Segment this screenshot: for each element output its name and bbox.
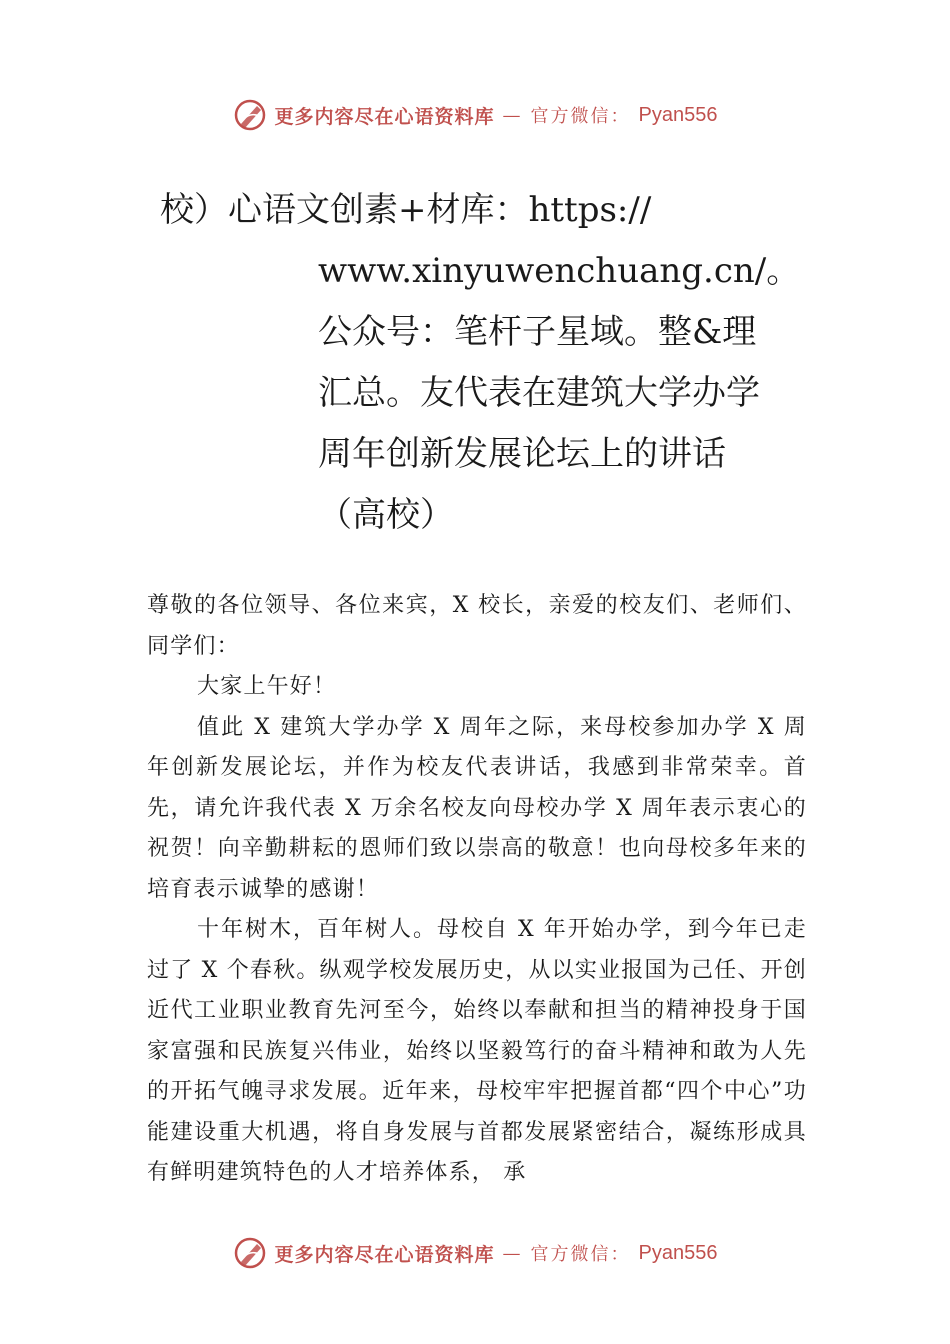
pen-logo-icon [233,98,267,132]
banner-dash: — [502,1242,523,1264]
watermark-banner-top [0,95,950,135]
greeting: 大家上午好！ [197,674,337,699]
banner-main-text: 更多内容尽在心语资料库 [274,105,495,128]
title-rest: www.xinyuwenchuang.cn/。公众号：笔杆子星域。整&理汇总。友代表在建筑大学办学周年创新发展论坛上的讲话（高校） [318,251,801,535]
banner-main-text: 更多内容尽在心语资料库 [274,1243,495,1266]
paragraph-1: 值此 X 建筑大学办学 X 周年之际，来母校参加办学 X 周年创新发展论坛，并作为校友代表讲话，我感到非常荣幸。首先，请允许我代表 X 万余名校友向母校办学 X 周年表示衷心的祝贺！向辛勤耕耘的恩师们致以崇高的敬意！也向母校多年来的培育表示诚挚的感谢！ [147,714,807,902]
banner-wechat-id: Pyan556 [638,103,718,126]
salutation: 尊敬的各位领导、各位来宾，X 校长，亲爱的校友们、老师们、同学们： [147,593,807,659]
banner-wechat-id: Pyan556 [638,1241,718,1264]
banner-dash: — [502,104,523,126]
paragraph-2: 十年树木，百年树人。母校自 X 年开始办学，到今年已走过了 X 个春秋。纵观学校发展历史，从以实业报国为己任、开创近代工业职业教育先河至今，始终以奉献和担当的精神投身于国家富强和民族复兴伟业，始终以坚毅笃行的奋斗精神和敢为人先的开拓气魄寻求发展。近年来，母校牢牢把握首都“四个中心”功能建设重大机遇，将自身发展与首都发展紧密结合，凝练形成具有鲜明建筑特色的人才培养体系， 承 [147,917,807,1185]
banner-wechat-label: 官方微信： [530,1244,631,1265]
title-line-1: 校）心语文创素+材库：https:// [160,190,652,230]
speech-body [147,586,807,1194]
pen-logo-icon [233,1236,267,1270]
banner-wechat-label: 官方微信： [530,106,631,127]
document-title [160,180,800,546]
watermark-banner-bottom [0,1233,950,1273]
